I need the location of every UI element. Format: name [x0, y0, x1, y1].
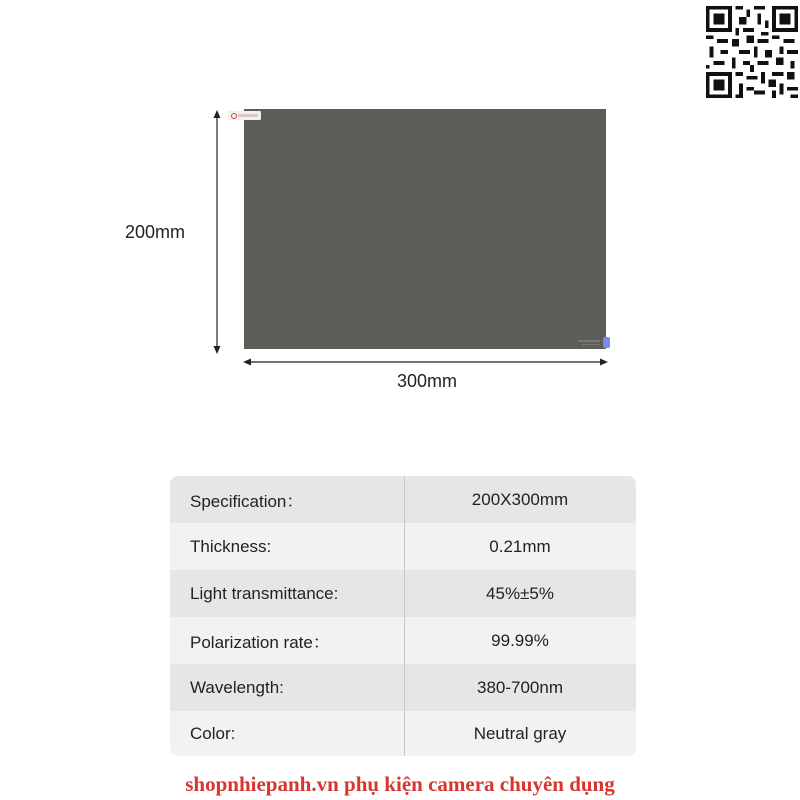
spec-label: Thickness: [190, 536, 272, 556]
table-row [170, 523, 636, 570]
table-column-divider [404, 476, 405, 756]
spec-value: 380-700nm [476, 677, 563, 697]
table-row [170, 570, 636, 617]
spec-value: 99.99% [491, 630, 549, 650]
spec-table [170, 476, 636, 756]
spec-label: Color: [190, 723, 236, 743]
spec-value: 0.21mm [489, 536, 551, 556]
spec-label: Specification： [190, 492, 304, 511]
height-arrow-head-bottom [214, 346, 221, 354]
shop-footer-text: shopnhiepanh.vn phụ kiện camera chuyên dụng [185, 772, 615, 796]
height-dimension-label: 200mm [125, 222, 186, 242]
table-row [170, 664, 636, 711]
width-dimension-label: 300mm [397, 371, 458, 391]
spec-value: Neutral gray [473, 723, 567, 743]
spec-label: Light transmittance: [190, 583, 339, 603]
spec-label: Polarization rate： [190, 633, 330, 652]
table-row [170, 711, 636, 756]
height-arrow-head-top [214, 110, 221, 118]
width-arrow-head-left [243, 359, 251, 366]
table-row [170, 476, 636, 523]
spec-value: 200X300mm [471, 489, 569, 509]
table-row [170, 617, 636, 664]
spec-label: Wavelength: [190, 677, 284, 697]
spec-value: 45%±5% [486, 583, 554, 603]
width-arrow-head-right [600, 359, 608, 366]
